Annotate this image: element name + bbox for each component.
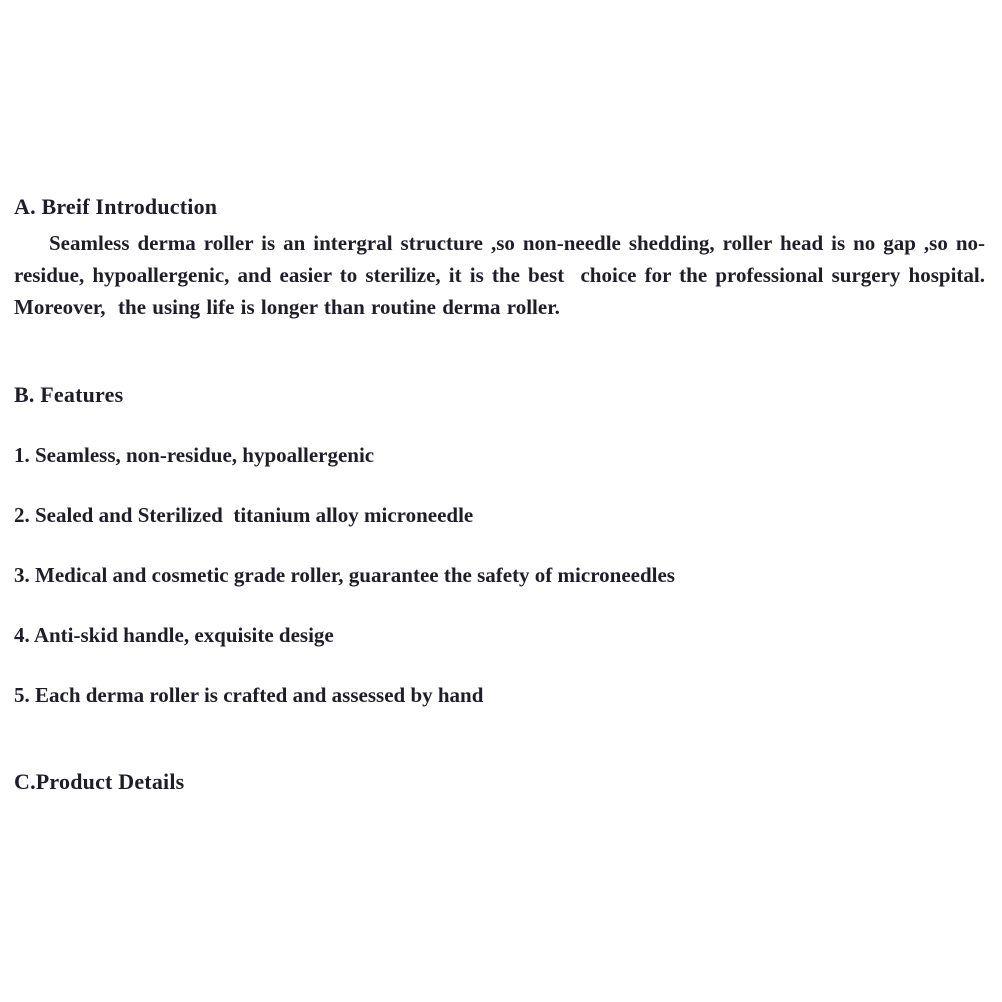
feature-item-5: 5. Each derma roller is crafted and assessed by hand <box>14 683 484 707</box>
features-list <box>14 440 985 710</box>
section-heading-product-details: C.Product Details <box>14 769 185 794</box>
feature-item-3: 3. Medical and cosmetic grade roller, guarantee the safety of microneedles <box>14 563 675 587</box>
section-heading-brief-introduction: A. Breif Introduction <box>14 194 218 219</box>
feature-item-2: 2. Sealed and Sterilized titanium alloy microneedle <box>14 503 474 527</box>
section-heading-features: B. Features <box>14 382 124 407</box>
brief-introduction-paragraph: Seamless derma roller is an intergral structure ,so non-needle shedding, roller head is no gap ,so no-residue, hypoallergenic, and easier to sterilize, it is the best choice for the professional surgery hospital. Moreover, the using life is longer than routine derma roller. <box>14 231 985 319</box>
feature-item-1: 1. Seamless, non-residue, hypoallergenic <box>14 443 375 467</box>
feature-item-4: 4. Anti-skid handle, exquisite desige <box>14 623 334 647</box>
